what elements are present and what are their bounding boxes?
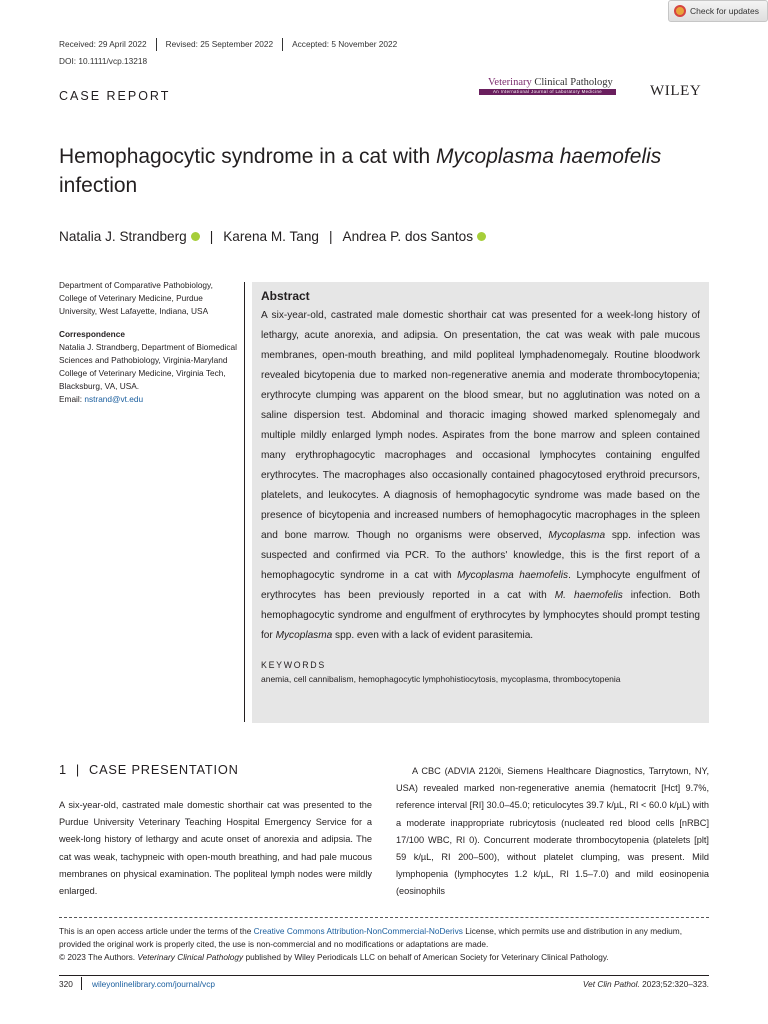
abstract-box: [252, 282, 709, 723]
author-name: Karena M. Tang: [223, 229, 319, 244]
journal-logo: [479, 77, 711, 101]
journal-name: [488, 77, 613, 88]
affiliation-block: [59, 279, 241, 406]
author-name: Natalia J. Strandberg: [59, 229, 187, 244]
correspondence-text: Natalia J. Strandberg, Department of Biomedical Sciences and Pathobiology, Virginia-Maryland College of Veterinary Medicine, Virginia Tech, Blacksburg, VA, USA.: [59, 342, 238, 391]
journal-url-link[interactable]: wileyonlinelibrary.com/journal/vcp: [92, 979, 215, 989]
abstract-italic-term: Mycoplasma haemofelis: [457, 570, 569, 581]
license-link[interactable]: Creative Commons Attribution-NonCommercial-NoDerivs: [253, 926, 463, 936]
license-text: [59, 925, 709, 951]
article-dates: [59, 38, 406, 51]
citation-journal: Vet Clin Pathol.: [582, 979, 640, 989]
affiliation: Department of Comparative Pathobiology, College of Veterinary Medicine, Purdue University, West Lafayette, Indiana, USA: [59, 280, 213, 316]
orcid-icon[interactable]: [477, 232, 486, 241]
author-separator: |: [328, 229, 333, 244]
publisher-logo: WILEY: [650, 83, 702, 99]
title-part1: Hemophagocytic syndrome in a cat with: [59, 145, 437, 168]
column-divider: [244, 282, 245, 722]
footer-rule: [59, 975, 709, 976]
title-part2: infection: [59, 174, 138, 197]
abstract-italic-term: M. haemofelis: [554, 590, 623, 601]
copyright-text: [59, 951, 709, 964]
correspondence-heading: Correspondence: [59, 329, 125, 339]
abstract-text-segment: . Lymphocyte engulfment of erythrocytes has been previously reported in a cat with: [261, 570, 700, 601]
footer-separator: [81, 977, 82, 990]
journal-name-rest: Clinical Pathology: [534, 77, 613, 88]
journal-name-accent: Veterinary: [488, 77, 532, 88]
email-link[interactable]: nstrand@vt.edu: [84, 394, 144, 404]
abstract-text-segment: spp. infection was suspected and confirmed via PCR. To the authors' knowledge, this is the first report of a hemophagocytic syndrome in a cat with: [261, 530, 700, 581]
abstract-italic-term: Mycoplasma: [275, 630, 333, 641]
author[interactable]: [223, 229, 319, 244]
abstract-text: [261, 306, 700, 646]
email-label: Email:: [59, 394, 85, 404]
received-date: Received: 29 April 2022: [59, 39, 147, 49]
author-name: Andrea P. dos Santos: [342, 229, 473, 244]
title-italic: Mycoplasma haemofelis: [436, 145, 662, 168]
crossmark-icon: [674, 5, 686, 17]
license-divider: [59, 917, 709, 918]
copyright-post: published by Wiley Periodicals LLC on behalf of American Society for Veterinary Clinical Pathology.: [243, 951, 609, 962]
license-block: [59, 925, 709, 963]
citation: [583, 979, 709, 989]
section-title: CASE PRESENTATION: [89, 762, 239, 777]
correspondence-email: [59, 393, 241, 406]
author[interactable]: [59, 229, 200, 244]
orcid-icon[interactable]: [191, 232, 200, 241]
body-column-right: [396, 763, 709, 901]
abstract-heading: Abstract: [261, 289, 310, 303]
abstract-italic-term: Mycoplasma: [548, 530, 606, 541]
section-heading: [59, 762, 239, 777]
copyright-pre: © 2023 The Authors.: [59, 951, 138, 962]
article-type: CASE REPORT: [59, 89, 171, 103]
license-pre: This is an open access article under the terms of the: [59, 926, 254, 936]
check-for-updates-button[interactable]: [668, 0, 768, 22]
license-post: License, which permits use and distribution in any medium, provided the original work is properly cited, the use is non-commercial and no modifications or adaptations are made.: [59, 926, 683, 949]
doi[interactable]: DOI: 10.1111/vcp.13218: [59, 56, 148, 66]
abstract-text-segment: A six-year-old, castrated male domestic shorthair cat was presented for a week-long history of lethargy, acute anorexia, and adipsia. On presentation, the cat was weak with pale mucous membranes, open-mouth breathing, and mild popliteal lymphadenomegaly. Routine bloodwork revealed bicytopenia due to marked non-regenerative anemia and moderate thrombocytopenia; erythrocyte clumping was apparent on the blood smear, but no agglutination was noted on a saline dispersion test. Abdominal and thoracic imaging showed marked splenomegaly and multiple mildly enlarged lymph nodes. Aspirates from the bone marrow and spleen contained many erythrophagocytic macrophages and occasional lymphocytes containing engulfed erythrocytes. The macrophages also occasionally contained phagocytosed erythroid precursors, platelets, and leukocytes. A diagnosis of hemophagocytic syndrome was made based on the presence of bicytopenia and increased numbers of hemophagocytic macrophages in the spleen and bone marrow. Though no organisms were observed,: [261, 310, 700, 541]
abstract-text-segment: spp. even with a lack of evident parasitemia.: [332, 630, 534, 641]
section-number: 1: [59, 762, 67, 777]
copyright-journal: Veterinary Clinical Pathology: [137, 951, 244, 962]
body-column-left: A six-year-old, castrated male domestic shorthair cat was presented to the Purdue University Veterinary Teaching Hospital Emergency Service for a week-long history of lethargy and acute onset of anorexia and adipsia. The cat was weak, tachypneic with open-mouth breathing, and had pale mucous membranes on physical examination. The popliteal lymph nodes were mildly enlarged.: [59, 800, 372, 897]
author[interactable]: [343, 229, 487, 244]
revised-date: Revised: 25 September 2022: [156, 38, 282, 51]
journal-subtitle: An International Journal of Laboratory Medicine: [479, 89, 616, 95]
keywords-heading: KEYWORDS: [261, 660, 326, 670]
citation-details: 2023;52:320–323.: [639, 979, 709, 989]
keywords-text: anemia, cell cannibalism, hemophagocytic lymphohistiocytosis, mycoplasma, thrombocytopenia: [261, 674, 621, 684]
abstract-text-segment: infection. Both hemophagocytic syndrome and engulfment of erythrocytes by lymphocytes should prompt testing for: [261, 590, 700, 641]
section-separator: |: [75, 762, 81, 777]
accepted-date: Accepted: 5 November 2022: [282, 38, 406, 51]
article-title: [59, 142, 679, 200]
author-separator: |: [209, 229, 214, 244]
body-right-text: A CBC (ADVIA 2120i, Siemens Healthcare Diagnostics, Tarrytown, NY, USA) revealed marked non-regenerative anemia (hematocrit [Hct] 9.7%, reference interval [RI] 30.0–45.0; reticulocytes 39.7 k/µL, RI < 60.0 k/µL) with a moderate inappropriate rubricytosis (nucleated red blood cells [nRBC] 17/100 WBC, RI 0). Concurrent moderate thrombocytopenia (platelets [plt] 59 k/µL, RI 200–500), without platelet clumping, was present. Mild lymphopenia (lymphocytes 1.2 k/µL, RI 1.5–7.0) and mild eosinopenia (eosinophils: [396, 766, 709, 897]
author-list: [59, 229, 486, 244]
check-for-updates-label: Check for updates: [690, 6, 759, 16]
page-number: 320: [59, 979, 73, 989]
